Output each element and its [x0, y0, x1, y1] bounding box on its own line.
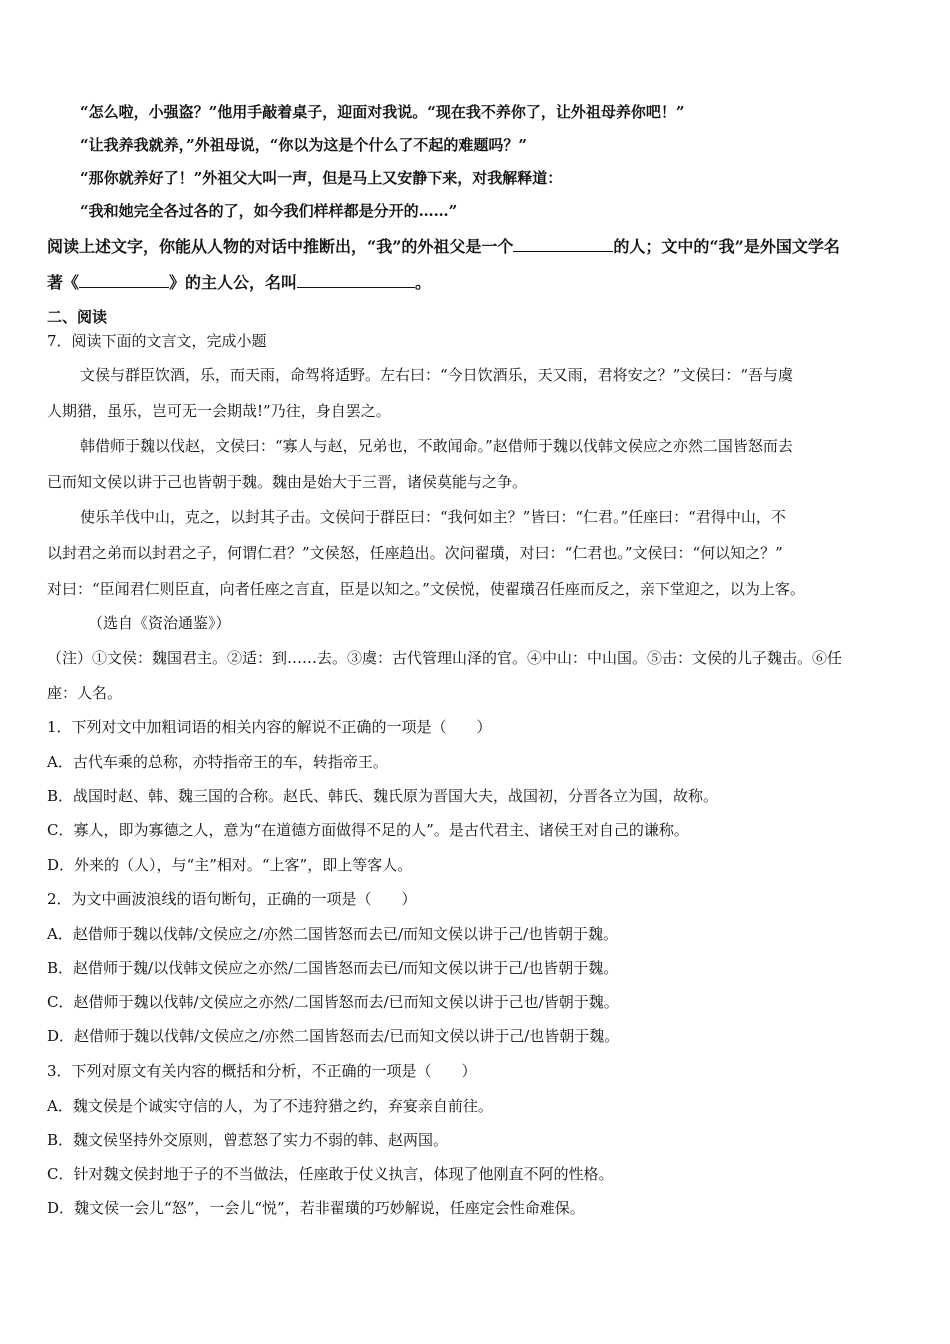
question-2-option-c[interactable]: C．赵借师于魏以伐韩/文侯应之亦然/二国皆怒而去/已而知文侯以讲于己也/皆朝于魏。: [47, 993, 619, 1011]
passage-line-5: 使乐羊伐中山，克之，以封其子击。文侯问于群臣曰：“我何如主？”皆曰：“仁君。”任座曰：“君得中山，不: [80, 508, 786, 526]
dialogue-line-3: “那你就养好了！”外祖父大叫一声，但是马上又安静下来，对我解释道：: [80, 169, 563, 187]
passage-line-7: 对曰：“臣闻君仁则臣直，向者任座之言直，臣是以知之。”文侯悦，使翟璜召任座而反之，亲下堂迎之，以为上客。: [47, 580, 805, 598]
answer-blank-personality[interactable]: [513, 234, 613, 252]
answer-blank-book-title[interactable]: [79, 270, 169, 288]
question-1-option-d[interactable]: D．外来的（人），与“主”相对。“上客”，即上等客人。: [47, 856, 413, 874]
question-2-option-d[interactable]: D．赵借师于魏以伐韩/文侯应之/亦然二国皆怒而去/已而知文侯以讲于己/也皆朝于魏。: [47, 1027, 620, 1045]
question-6-text-c: 著《: [47, 273, 80, 292]
question-2-stem: 2．为文中画波浪线的语句断句，正确的一项是（ ）: [47, 890, 417, 908]
answer-blank-protagonist[interactable]: [297, 270, 415, 288]
question-2-option-b[interactable]: B．赵借师于魏/以伐韩文侯应之亦然/二国皆怒而去已/而知文侯以讲于己/也皆朝于魏。: [47, 959, 619, 977]
question-3-option-c[interactable]: C．针对魏文侯封地于子的不当做法，任座敢于仗义执言，体现了他刚直不阿的性格。: [47, 1165, 614, 1183]
passage-line-4: 已而知文侯以讲于己也皆朝于魏。魏由是始大于三晋，诸侯莫能与之争。: [47, 473, 528, 491]
question-3-option-a[interactable]: A．魏文侯是个诚实守信的人，为了不违狩猎之约，弃宴亲自前往。: [47, 1097, 493, 1115]
passage-line-6: 以封君之弟而以封君之子，何谓仁君？”文侯怒，任座趋出。次问翟璜，对曰：“仁君也。”文侯曰：“何以知之？”: [47, 544, 783, 562]
passage-source: （选自《资治通鉴》）: [88, 614, 231, 632]
dialogue-line-4: “我和她完全各过各的了，如今我们样样都是分开的……”: [80, 202, 458, 220]
question-6-text-a: 阅读上述文字，你能从人物的对话中推断出，“我”的外祖父是一个: [47, 237, 514, 256]
question-1-option-a[interactable]: A．古代车乘的总称，亦特指帝王的车，转指帝王。: [47, 753, 388, 771]
question-3-option-b[interactable]: B．魏文侯坚持外交原则，曾惹怒了实力不弱的韩、赵两国。: [47, 1131, 449, 1149]
question-1-option-c[interactable]: C．寡人，即为寡德之人，意为“在道德方面做得不足的人”。是古代君主、诸侯王对自己的谦称。: [47, 821, 689, 839]
question-7-title: 7．阅读下面的文言文，完成小题: [47, 332, 267, 350]
question-3-stem: 3．下列对原文有关内容的概括和分析，不正确的一项是（ ）: [47, 1062, 477, 1080]
question-6-line-1: [47, 234, 840, 258]
question-6-text-b: 的人；文中的“我”是外国文学名: [613, 237, 840, 256]
passage-line-2: 人期猎，虽乐，岂可无一会期哉!”乃往，身自罢之。: [47, 402, 391, 420]
question-2-option-a[interactable]: A．赵借师于魏以伐韩/文侯应之/亦然二国皆怒而去已/而知文侯以讲于己/也皆朝于魏。: [47, 925, 619, 943]
passage-line-1: 文侯与群臣饮酒，乐，而天雨，命驾将适野。左右曰：“今日饮酒乐，天又雨，君将安之？”文侯曰：“吾与虞: [80, 366, 794, 384]
dialogue-line-2: “让我养我就养，”外祖母说，“你以为这是个什么了不起的难题吗？”: [80, 136, 528, 154]
question-3-option-d[interactable]: D．魏文侯一会儿“怒”，一会儿“悦”，若非翟璜的巧妙解说，任座定会性命难保。: [47, 1199, 585, 1217]
section-title: 二、阅读: [47, 308, 108, 326]
notes-line-2: 座：人名。: [47, 684, 123, 702]
question-1-stem: 1．下列对文中加粗词语的相关内容的解说不正确的一项是（ ）: [47, 718, 492, 736]
question-6-text-e: 。: [415, 273, 432, 292]
passage-line-3: 韩借师于魏以伐赵，文侯曰：“寡人与赵，兄弟也，不敢闻命。”赵借师于魏以伐韩文侯应之亦然二国皆怒而去: [80, 437, 793, 455]
question-1-option-b[interactable]: B．战国时赵、韩、魏三国的合称。赵氏、韩氏、魏氏原为晋国大夫，战国初，分晋各立为国，故称。: [47, 787, 719, 805]
notes-line-1: （注）①文侯：魏国君主。②适：到……去。③虞：古代管理山泽的官。④中山：中山国。⑤击：文侯的儿子魏击。⑥任: [47, 649, 843, 667]
question-6-text-d: 》的主人公，名叫: [169, 273, 298, 292]
question-6-line-2: [47, 270, 431, 294]
dialogue-line-1: “怎么啦，小强盗？”他用手敲着桌子，迎面对我说。“现在我不养你了，让外祖母养你吧！”: [80, 103, 685, 121]
